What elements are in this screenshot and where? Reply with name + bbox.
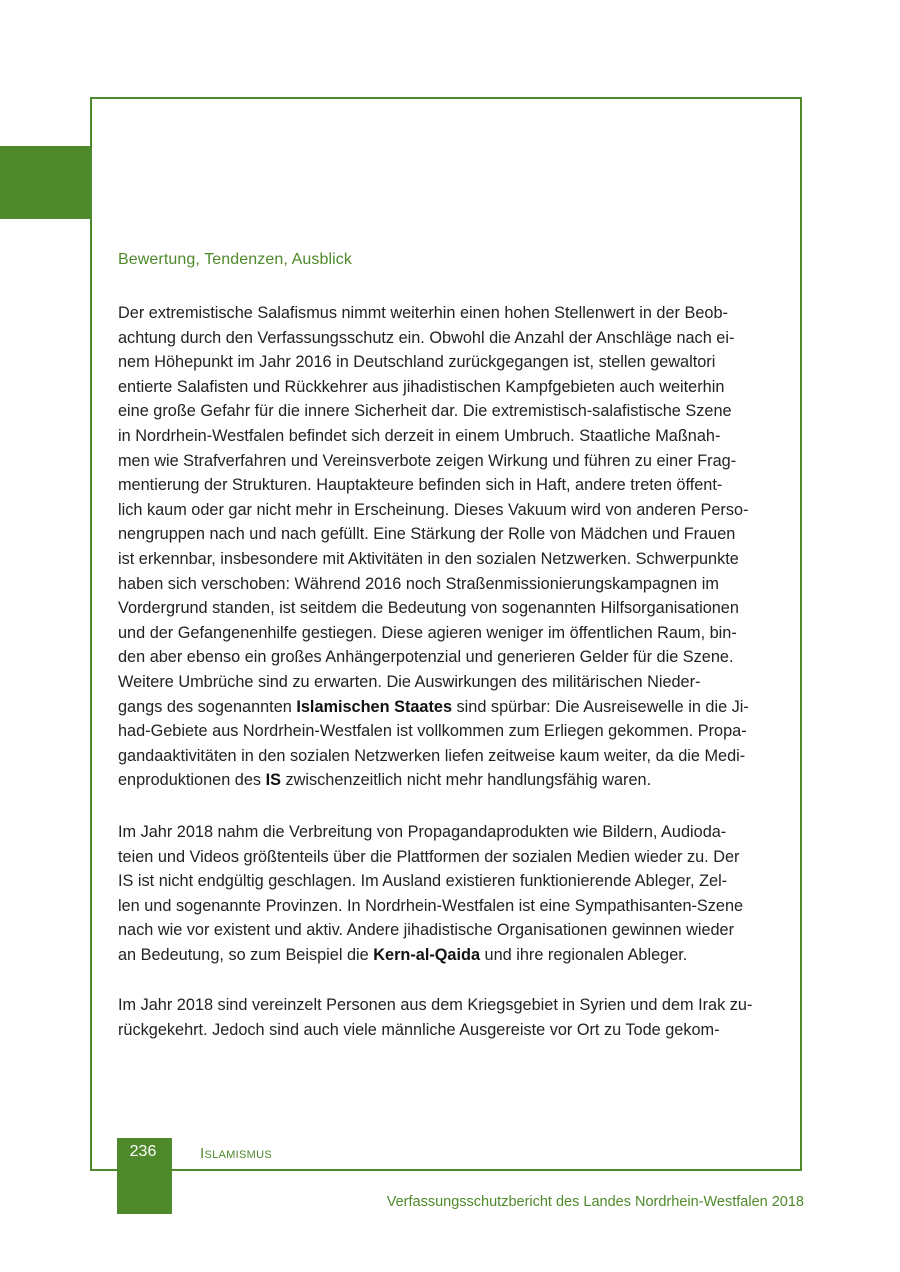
page-number-box bbox=[117, 1138, 172, 1214]
text-fragment: an Bedeutung, so zum Beispiel die bbox=[118, 945, 374, 964]
paragraph-assessment bbox=[118, 301, 778, 793]
text-line: den aber ebenso ein großes Anhängerpotenzial und generieren Gelder für die Szene. bbox=[118, 648, 734, 667]
text-line: achtung durch den Verfassungsschutz ein. Obwohl die Anzahl der Anschläge nach ei- bbox=[118, 328, 735, 347]
text-fragment: enproduktionen des bbox=[118, 771, 266, 790]
paragraph-returnees bbox=[118, 993, 778, 1042]
text-line: men wie Strafverfahren und Vereinsverbote zeigen Wirkung und führen zu einer Frag- bbox=[118, 451, 737, 470]
chapter-label: Islamismus bbox=[200, 1145, 272, 1162]
bold-term-kern-al-qaida: Kern-al-Qaida bbox=[373, 945, 481, 964]
text-line: ist erkennbar, insbesondere mit Aktivitäten in den sozialen Netzwerken. Schwerpunkte bbox=[118, 549, 739, 568]
text-line: gandaaktivitäten in den sozialen Netzwerken liefen zeitweise kaum weiter, da die Medi- bbox=[118, 746, 746, 765]
page-number: 236 bbox=[129, 1143, 157, 1160]
text-line: lich kaum oder gar nicht mehr in Erscheinung. Dieses Vakuum wird von anderen Perso- bbox=[118, 500, 749, 519]
text-line: IS ist nicht endgültig geschlagen. Im Ausland existieren funktionierende Ableger, Zel- bbox=[118, 872, 728, 891]
bold-term-is: IS bbox=[265, 771, 281, 790]
text-fragment: und ihre regionalen Ableger. bbox=[480, 945, 688, 964]
text-line: Weitere Umbrüche sind zu erwarten. Die Auswirkungen des militärischen Nieder- bbox=[118, 672, 701, 691]
text-line: Der extremistische Salafismus nimmt weiterhin einen hohen Stellenwert in der Beob- bbox=[118, 304, 728, 322]
text-fragment: zwischenzeitlich nicht mehr handlungsfähig waren. bbox=[280, 771, 652, 790]
text-line: haben sich verschoben: Während 2016 noch Straßenmissionierungskampagnen im bbox=[118, 574, 719, 593]
paragraph-propaganda bbox=[118, 820, 778, 968]
text-line: nem Höhepunkt im Jahr 2016 in Deutschland zurückgegangen ist, stellen gewaltori bbox=[118, 353, 716, 372]
text-line: Vordergrund standen, ist seitdem die Bedeutung von sogenannten Hilfsorganisationen bbox=[118, 599, 739, 618]
text-line: len und sogenannte Provinzen. In Nordrhein-Westfalen ist eine Sympathisanten-Szene bbox=[118, 896, 744, 915]
text-line bbox=[118, 695, 778, 720]
text-line: Im Jahr 2018 sind vereinzelt Personen aus dem Kriegsgebiet in Syrien und dem Irak zu- bbox=[118, 996, 753, 1014]
text-line bbox=[118, 943, 778, 968]
text-line: entierte Salafisten und Rückkehrer aus jihadistischen Kampfgebieten auch weiterhin bbox=[118, 377, 725, 396]
text-line: mentierung der Strukturen. Hauptakteure befinden sich in Haft, andere treten öffent- bbox=[118, 476, 723, 495]
section-heading: Bewertung, Tendenzen, Ausblick bbox=[118, 251, 352, 268]
text-line: in Nordrhein-Westfalen befindet sich derzeit in einem Umbruch. Staatliche Maßnah- bbox=[118, 426, 721, 445]
text-line: nengruppen nach und nach gefüllt. Eine Stärkung der Rolle von Mädchen und Frauen bbox=[118, 525, 736, 544]
text-line: Im Jahr 2018 nahm die Verbreitung von Propagandaprodukten wie Bildern, Audioda- bbox=[118, 823, 727, 841]
text-line: rückgekehrt. Jedoch sind auch viele männliche Ausgereiste vor Ort zu Tode gekom- bbox=[118, 1020, 720, 1039]
text-line: eine große Gefahr für die innere Sicherheit dar. Die extremistisch-salafistische Szene bbox=[118, 402, 732, 421]
chapter-marker-block bbox=[0, 146, 92, 219]
text-line bbox=[118, 768, 778, 793]
publication-title: Verfassungsschutzbericht des Landes Nordrhein-Westfalen 2018 bbox=[386, 1194, 804, 1210]
text-line: had-Gebiete aus Nordrhein-Westfalen ist vollkommen zum Erliegen gekommen. Propa- bbox=[118, 722, 747, 741]
text-fragment: sind spürbar: Die Ausreisewelle in die Ji- bbox=[452, 697, 749, 716]
bold-term-islamic-state: Islamischen Staates bbox=[296, 697, 453, 716]
text-fragment: gangs des sogenannten bbox=[118, 697, 297, 716]
text-line: nach wie vor existent und aktiv. Andere jihadistische Organisationen gewinnen wieder bbox=[118, 921, 735, 940]
text-line: teien und Videos größtenteils über die Plattformen der sozialen Medien wieder zu. Der bbox=[118, 847, 740, 866]
text-line: und der Gefangenenhilfe gestiegen. Diese agieren weniger im öffentlichen Raum, bin- bbox=[118, 623, 737, 642]
